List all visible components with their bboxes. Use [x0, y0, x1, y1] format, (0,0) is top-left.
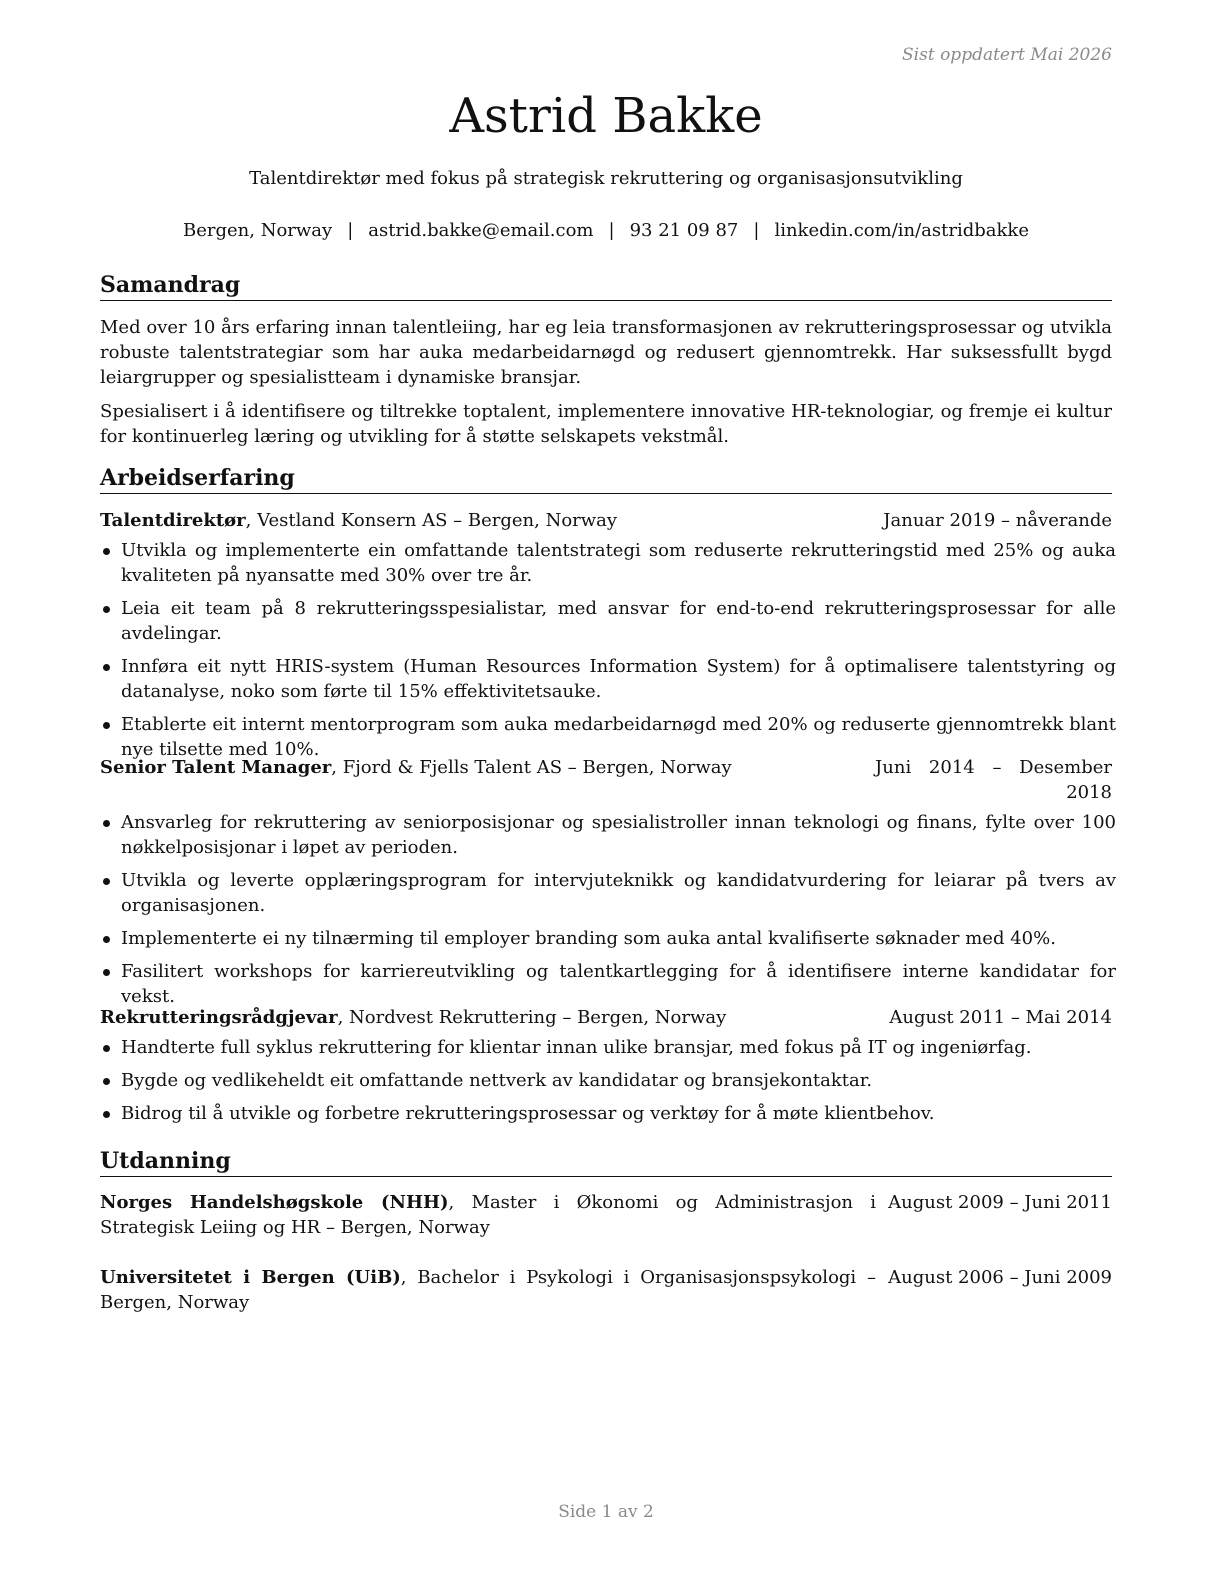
bullet-text: Fasilitert workshops for karriereutvikling og talentkartlegging for å identifisere interne kandidatar for vekst. [121, 961, 1116, 1007]
bullet-icon [103, 878, 110, 885]
job-role: Rekrutteringsrådgjevar [100, 1007, 338, 1028]
contact-separator: | [608, 220, 615, 241]
bullet-icon [103, 820, 110, 827]
education-dates: August 2009 – Juni 2011 [888, 1192, 1112, 1213]
bullet-text: Etablerte eit internt mentorprogram som auka medarbeidarnøgd med 20% og reduserte gjennomtrekk blant nye tilsette med 10%. [121, 714, 1116, 760]
bullet-icon [103, 606, 110, 613]
bullet-text: Bygde og vedlikeheldt eit omfattande nettverk av kandidatar og bransjekontaktar. [121, 1070, 873, 1091]
candidate-name: Astrid Bakke [449, 88, 763, 144]
bullet-text: Bidrog til å utvikle og forbetre rekrutteringsprosessar og verktøy for å møte klientbehov. [121, 1103, 935, 1124]
list-item [100, 1068, 1116, 1093]
bullet-icon [103, 548, 110, 555]
list-item [100, 926, 1116, 951]
contact-phone: 93 21 09 87 [629, 220, 739, 241]
list-item [100, 868, 1116, 918]
bullet-icon [103, 1045, 110, 1052]
bullet-icon [103, 936, 110, 943]
education-dates: August 2006 – Juni 2009 [888, 1267, 1112, 1288]
job-bullets [100, 810, 1116, 1017]
list-item [100, 810, 1116, 860]
bullet-text: Leia eit team på 8 rekrutteringsspesialistar, med ansvar for end-to-end rekrutteringsprosessar for alle avdelingar. [121, 598, 1116, 644]
job-dates [875, 755, 1112, 805]
job-bullets [100, 538, 1116, 770]
education-school: Norges Handelshøgskole (NHH) [100, 1192, 449, 1213]
job-role: Senior Talent Manager [100, 757, 332, 778]
education-detail: , Master i Økonomi og Administrasjon i Strategisk Leiing og HR – Bergen, Norway [100, 1192, 876, 1238]
contact-line [100, 219, 1112, 243]
education-title-line [100, 1190, 876, 1240]
job-role: Talentdirektør [100, 510, 246, 531]
job-bullets [100, 1035, 1116, 1134]
job-title-line [100, 755, 880, 780]
bullet-text: Implementerte ei ny tilnærming til employer branding som auka antal kvalifiserte søknader med 40%. [121, 928, 1056, 949]
job-company: , Vestland Konsern AS – Bergen, Norway [245, 510, 618, 531]
section-title-summary: Samandrag [100, 271, 1112, 301]
bullet-text: Ansvarleg for rekruttering av seniorposisjonar og spesialistroller innan teknologi og finans, fylte over 100 nøkkelposisjonar i løpet av perioden. [121, 812, 1116, 858]
list-item [100, 596, 1116, 646]
list-item [100, 1101, 1116, 1126]
contact-email[interactable]: astrid.bakke@email.com [368, 220, 594, 241]
last-updated: Sist oppdatert Mai 2026 [902, 45, 1112, 65]
job-dates: Januar 2019 – nåverande [883, 510, 1112, 531]
education-title-line [100, 1265, 876, 1315]
job-title-line [100, 508, 880, 533]
education-detail: , Bachelor i Psykologi i Organisasjonspsykologi – Bergen, Norway [100, 1267, 876, 1313]
tagline: Talentdirektør med fokus på strategisk rekruttering og organisasjonsutvikling [249, 168, 963, 189]
job-dates-line1: Juni 2014 – Desember [875, 757, 1112, 778]
education-school: Universitetet i Bergen (UiB) [100, 1267, 401, 1288]
list-item [100, 654, 1116, 704]
contact-separator: | [753, 220, 760, 241]
bullet-icon [103, 664, 110, 671]
contact-linkedin[interactable]: linkedin.com/in/astridbakke [774, 220, 1029, 241]
section-title-experience: Arbeidserfaring [100, 464, 1112, 494]
job-title-line [100, 1005, 880, 1030]
bullet-text: Utvikla og leverte opplæringsprogram for intervjuteknikk og kandidatvurdering for leiarar på tvers av organisasjonen. [121, 870, 1116, 916]
list-item [100, 1035, 1116, 1060]
list-item [100, 959, 1116, 1009]
page-number: Side 1 av 2 [558, 1502, 654, 1522]
job-company: , Fjord & Fjells Talent AS – Bergen, Norway [331, 757, 732, 778]
bullet-text: Utvikla og implementerte ein omfattande talentstrategi som reduserte rekrutteringstid med 25% og auka kvaliteten på nyansatte med 30% over tre år. [121, 540, 1116, 586]
section-title-education: Utdanning [100, 1147, 1112, 1177]
list-item [100, 538, 1116, 588]
bullet-text: Handterte full syklus rekruttering for klientar innan ulike bransjar, med fokus på IT og ingeniørfag. [121, 1037, 1032, 1058]
job-company: , Nordvest Rekruttering – Bergen, Norway [337, 1007, 727, 1028]
bullet-icon [103, 969, 110, 976]
job-dates: August 2011 – Mai 2014 [889, 1007, 1112, 1028]
bullet-icon [103, 722, 110, 729]
summary-paragraph: Spesialisert i å identifisere og tiltrekke toptalent, implementere innovative HR-teknologiar, og fremje ei kultur for kontinuerleg læring og utvikling for å støtte selskapets vekstmål. [100, 401, 1112, 447]
contact-separator: | [347, 220, 354, 241]
bullet-icon [103, 1078, 110, 1085]
job-dates-line2: 2018 [1066, 782, 1112, 803]
bullet-text: Innføra eit nytt HRIS-system (Human Resources Information System) for å optimalisere talentstyring og datanalyse, noko som førte til 15% effektivitetsauke. [121, 656, 1116, 702]
bullet-icon [103, 1111, 110, 1118]
contact-location: Bergen, Norway [183, 220, 333, 241]
summary-paragraph: Med over 10 års erfaring innan talentleiing, har eg leia transformasjonen av rekrutteringsprosessar og utvikla robuste talentstrategiar som har auka medarbeidarnøgd og redusert gjennomtrekk. Har suksessfullt bygd leiargrupper og spesialistteam i dynamiske bransjar. [100, 317, 1112, 388]
